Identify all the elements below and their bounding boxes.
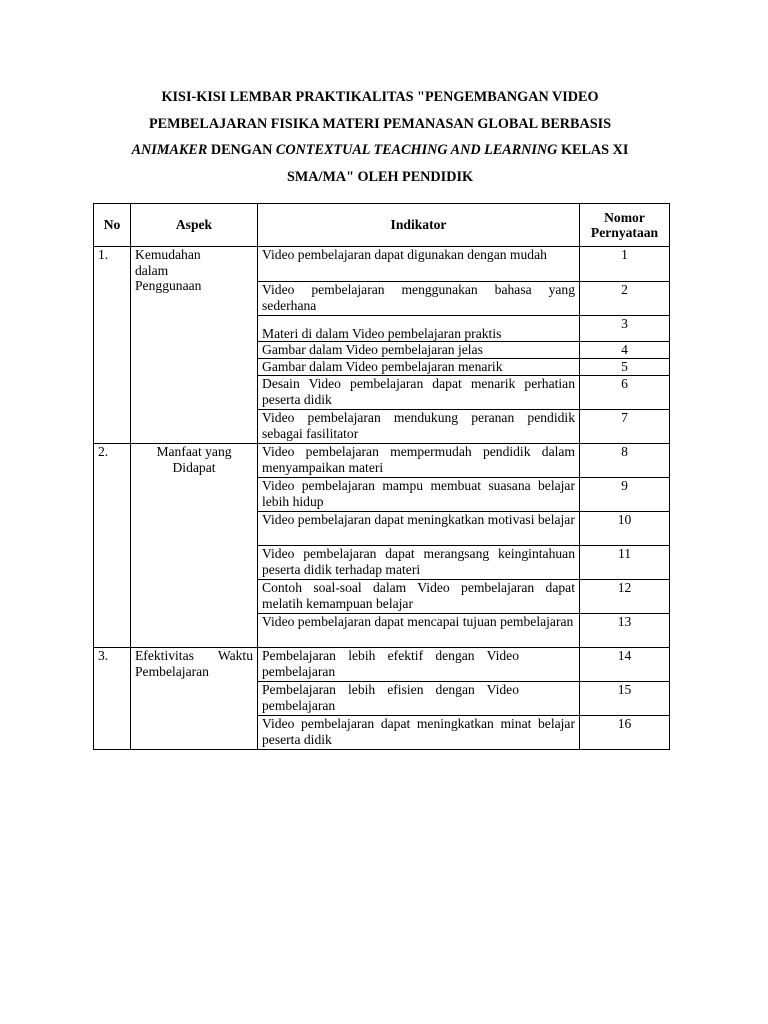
indikator-cell: Desain Video pembelajaran dapat menarik perhatian peserta didik <box>258 376 580 410</box>
group-no: 3. <box>94 648 131 750</box>
title-ctl: CONTEXTUAL TEACHING AND LEARNING <box>275 142 558 158</box>
header-row <box>94 204 670 247</box>
header-pernyataan: Pernyataan <box>590 225 659 240</box>
header-indikator: Indikator <box>258 204 580 247</box>
indikator-cell: Video pembelajaran dapat mencapai tujuan pembelajaran <box>258 614 580 648</box>
kisi-kisi-table <box>93 203 670 750</box>
nomor-cell: 5 <box>580 359 670 376</box>
nomor-cell: 13 <box>580 614 670 648</box>
indikator-cell: Video pembelajaran menggunakan bahasa yang sederhana <box>258 282 580 316</box>
indikator-cell: Video pembelajaran dapat merangsang keingintahuan peserta didik terhadap materi <box>258 546 580 580</box>
group-aspek: Kemudahan dalam Penggunaan <box>131 247 258 444</box>
nomor-cell: 6 <box>580 376 670 410</box>
nomor-cell: 16 <box>580 716 670 750</box>
nomor-cell: 9 <box>580 478 670 512</box>
nomor-cell: 10 <box>580 512 670 546</box>
header-aspek: Aspek <box>131 204 258 247</box>
indikator-cell: Gambar dalam Video pembelajaran menarik <box>258 359 580 376</box>
indikator-cell: Video pembelajaran dapat digunakan dengan mudah <box>258 247 580 282</box>
nomor-cell: 11 <box>580 546 670 580</box>
title-kelas: KELAS XI <box>557 142 629 158</box>
nomor-cell: 12 <box>580 580 670 614</box>
title-line-3 <box>90 137 670 164</box>
indikator-cell: Video pembelajaran dapat meningkatkan motivasi belajar <box>258 512 580 546</box>
indikator-cell: Contoh soal-soal dalam Video pembelajaran dapat melatih kemampuan belajar <box>258 580 580 614</box>
indikator-cell: Video pembelajaran mendukung peranan pendidik sebagai fasilitator <box>258 410 580 444</box>
group-no: 1. <box>94 247 131 444</box>
nomor-cell: 15 <box>580 682 670 716</box>
indikator-cell: Gambar dalam Video pembelajaran jelas <box>258 342 580 359</box>
nomor-cell: 3 <box>580 316 670 342</box>
indikator-cell: Video pembelajaran mempermudah pendidik dalam menyampaikan materi <box>258 444 580 478</box>
nomor-cell: 8 <box>580 444 670 478</box>
table-row <box>94 648 670 682</box>
nomor-cell: 2 <box>580 282 670 316</box>
nomor-cell: 4 <box>580 342 670 359</box>
indikator-cell: Video pembelajaran mampu membuat suasana belajar lebih hidup <box>258 478 580 512</box>
indikator-cell: Materi di dalam Video pembelajaran praktis <box>258 316 580 342</box>
indikator-cell: Video pembelajaran dapat meningkatkan minat belajar peserta didik <box>258 716 580 750</box>
nomor-cell: 7 <box>580 410 670 444</box>
nomor-cell: 1 <box>580 247 670 282</box>
title-line-1: KISI-KISI LEMBAR PRAKTIKALITAS "PENGEMBANGAN VIDEO <box>161 89 599 105</box>
header-no: No <box>94 204 131 247</box>
header-nomor-pernyataan <box>580 204 670 247</box>
title-line-2: PEMBELAJARAN FISIKA MATERI PEMANASAN GLOBAL BERBASIS <box>148 115 612 132</box>
document-title <box>90 84 670 190</box>
table-row <box>94 444 670 478</box>
header-nomor: Nomor <box>604 209 645 225</box>
group-aspek: Manfaat yang Didapat <box>131 444 258 648</box>
group-no: 2. <box>94 444 131 648</box>
title-dengan: DENGAN <box>207 142 276 158</box>
title-line-4: SMA/MA" OLEH PENDIDIK <box>286 168 474 185</box>
group-aspek: Efektivitas Waktu Pembelajaran <box>131 648 258 750</box>
indikator-cell: Pembelajaran lebih efisien dengan Video pembelajaran <box>258 682 580 716</box>
title-animaker: ANIMAKER <box>131 142 208 158</box>
nomor-cell: 14 <box>580 648 670 682</box>
indikator-cell: Pembelajaran lebih efektif dengan Video pembelajaran <box>258 648 580 682</box>
table-row <box>94 247 670 282</box>
